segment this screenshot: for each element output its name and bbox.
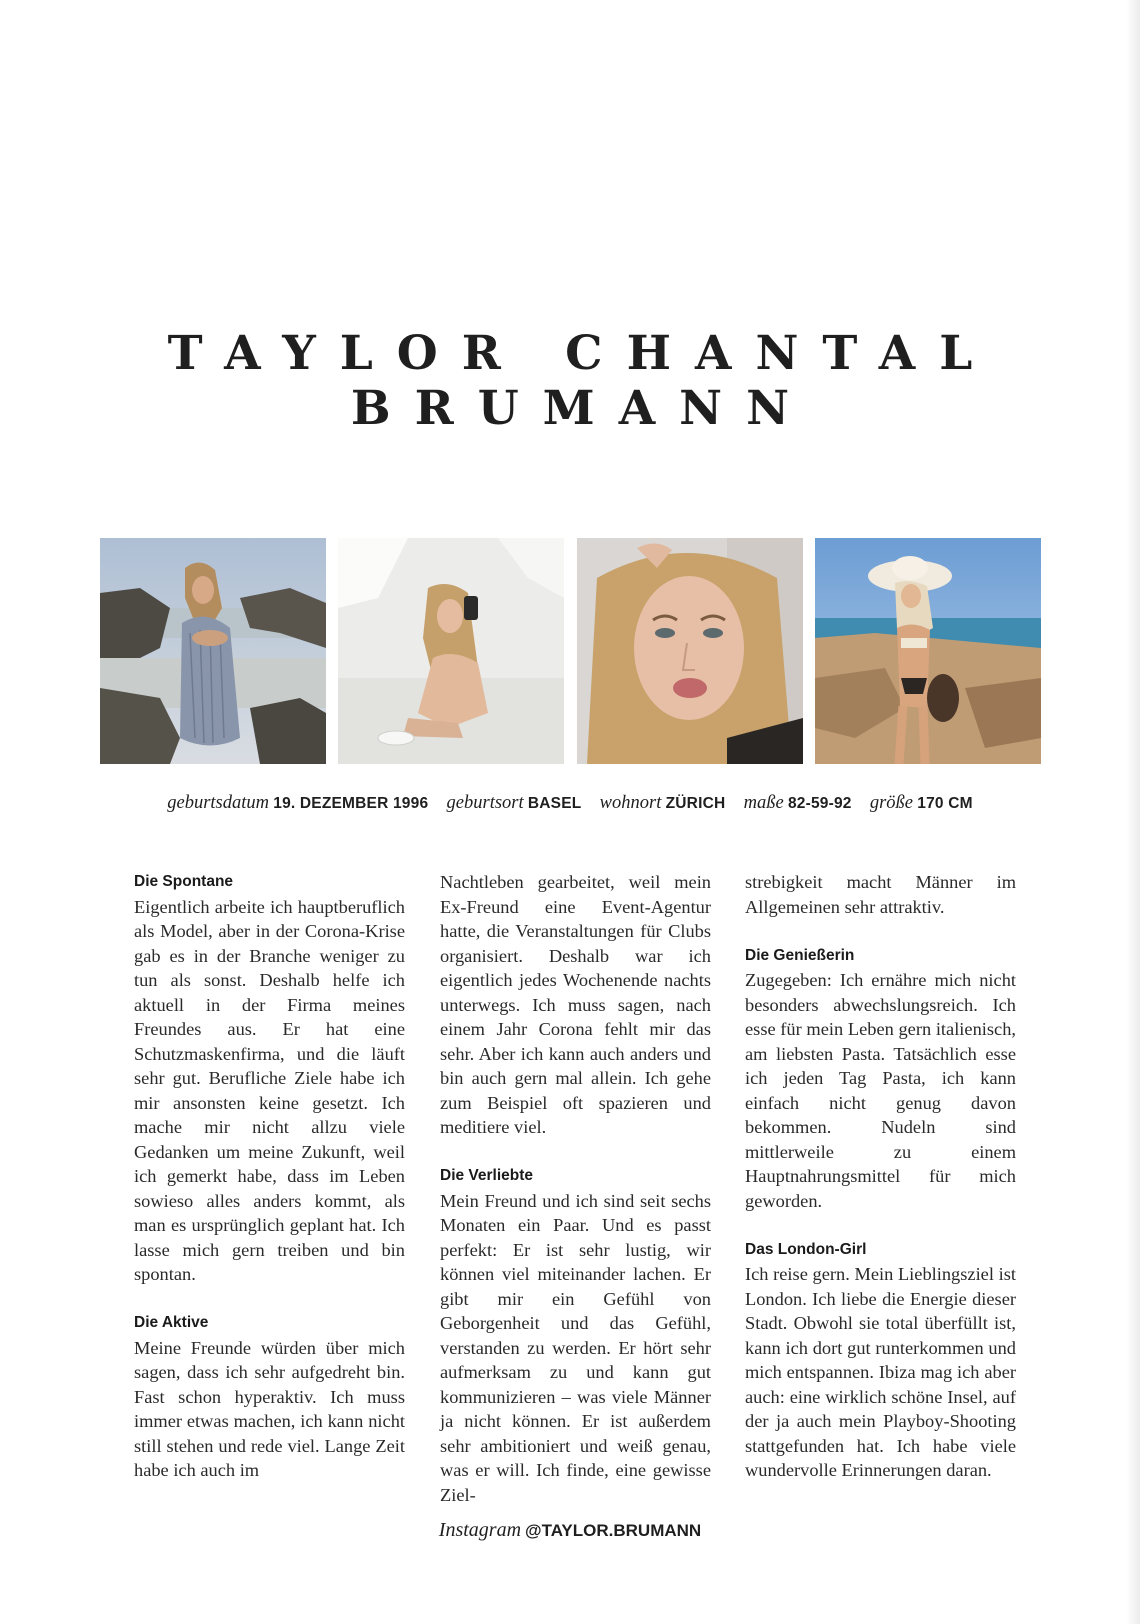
height-label: größe	[869, 793, 914, 813]
photo-mirror-selfie-studio	[338, 538, 564, 764]
birthplace-value: BASEL	[527, 795, 582, 812]
article-column-2	[440, 870, 711, 1507]
section-text-die-geniesserin: Zugegeben: Ich ernähre mich nicht besonders abwechslungsreich. Ich esse für mein Leben gern italienisch, am liebsten Pasta. Tatsächlich esse ich jeden Tag Pasta, ich kann einfach nicht genug davon bekommen. Nudeln sind mittlerweile zu einem Hauptnahrungsmittel für mich geworden.	[745, 970, 1016, 1211]
profile-facts	[0, 793, 1140, 814]
section-heading-die-geniesserin: Die Genießerin	[745, 946, 855, 964]
section-text-die-verliebte-continued: strebigkeit macht Männer im Allgemeinen sehr attraktiv.	[745, 872, 1016, 917]
title-line-2: BRUMANN	[350, 381, 814, 436]
photo-beach-rocks	[100, 538, 326, 764]
section-heading-die-aktive: Die Aktive	[134, 1314, 209, 1331]
instagram-handle[interactable]: @TAYLOR.BRUMANN	[525, 1521, 702, 1540]
section-text-die-aktive-continued: Nachtleben gearbeitet, weil mein Ex-Freund eine Event-Agentur hatte, die Veranstaltungen für Clubs organisiert. Deshalb war ich eigentlich jedes Wochenende nachts unterwegs. Ich muss sagen, nach einem Jahr Corona fehlt mir das sehr. Aber ich kann auch anders und bin auch gern mal allein. Ich gehe zum Beispiel oft spazieren und meditiere viel.	[440, 872, 711, 1137]
section-text-die-spontane: Eigentlich arbeite ich hauptberuflich als Model, aber in der Corona-Krise gab es in der Branche weniger zu tun als sonst. Deshalb helfe ich aktuell in der Firma meines Freundes aus. Er hat eine Schutzmaskenfirma, und die läuft sehr gut. Berufliche Ziele habe ich mir ansonsten keine gesetzt. Ich mache mir nicht allzu viele Gedanken um meine Zukunft, weil ich gemerkt habe, dass im Leben sowieso alles anders kommt, als man es ursprünglich geplant hat. Ich lasse mich gern treiben und bin spontan.	[134, 896, 405, 1284]
section-heading-das-london-girl: Das London-Girl	[745, 1240, 867, 1258]
photo-closeup-selfie	[577, 538, 803, 764]
height-value: 170 CM	[917, 795, 973, 812]
residence-value: ZÜRICH	[665, 795, 726, 812]
section-text-das-london-girl: Ich reise gern. Mein Lieblingsziel ist London. Ich liebe die Energie dieser Stadt. Obwohl sie total überfüllt ist, kann ich dort gut runterkommen und mich entspannen. Ibiza mag ich aber auch: eine wirklich schöne Insel, auf der ja auch mein Playboy-Shooting stattgefunden hat. Ich habe viele wundervolle Erinnerungen daran.	[745, 1264, 1016, 1480]
section-heading-die-verliebte: Die Verliebte	[440, 1167, 534, 1184]
birthdate-value: 19. DEZEMBER 1996	[273, 795, 429, 812]
instagram-credit	[0, 1519, 1140, 1542]
measurements-label: maße	[743, 793, 784, 813]
birthplace-label: geburtsort	[446, 793, 524, 813]
article-column-3	[745, 870, 1016, 1483]
photo-sun-hat-beach	[815, 538, 1041, 764]
section-text-die-verliebte: Mein Freund und ich sind seit sechs Monaten ein Paar. Und es passt perfekt: Er ist sehr lustig, wir können viel miteinander lachen. Er gibt mir ein Gefühl von Geborgenheit und das Gefühl, verstanden zu werden. Er hört sehr aufmerksam zu und kann gut kommunizieren – was viele Männer ja nicht können. Er ist außerdem sehr ambitioniert und weiß genau, was er will. Ich finde, eine gewisse Ziel-	[440, 1190, 711, 1505]
section-heading-die-spontane: Die Spontane	[134, 873, 234, 890]
birthdate-label: geburtsdatum	[167, 793, 269, 813]
article-column-1	[134, 870, 405, 1483]
title-line-1: TAYLOR CHANTAL	[167, 326, 997, 381]
photo-strip	[100, 538, 1041, 764]
instagram-label: Instagram	[438, 1519, 522, 1541]
measurements-value: 82-59-92	[787, 795, 852, 812]
residence-label: wohnort	[599, 793, 662, 813]
section-text-die-aktive: Meine Freunde würden über mich sagen, dass ich sehr aufgedreht bin. Fast schon hyperaktiv. Ich muss immer etwas machen, ich kann nicht still stehen und rede viel. Lange Zeit habe ich auch im	[134, 1337, 405, 1480]
